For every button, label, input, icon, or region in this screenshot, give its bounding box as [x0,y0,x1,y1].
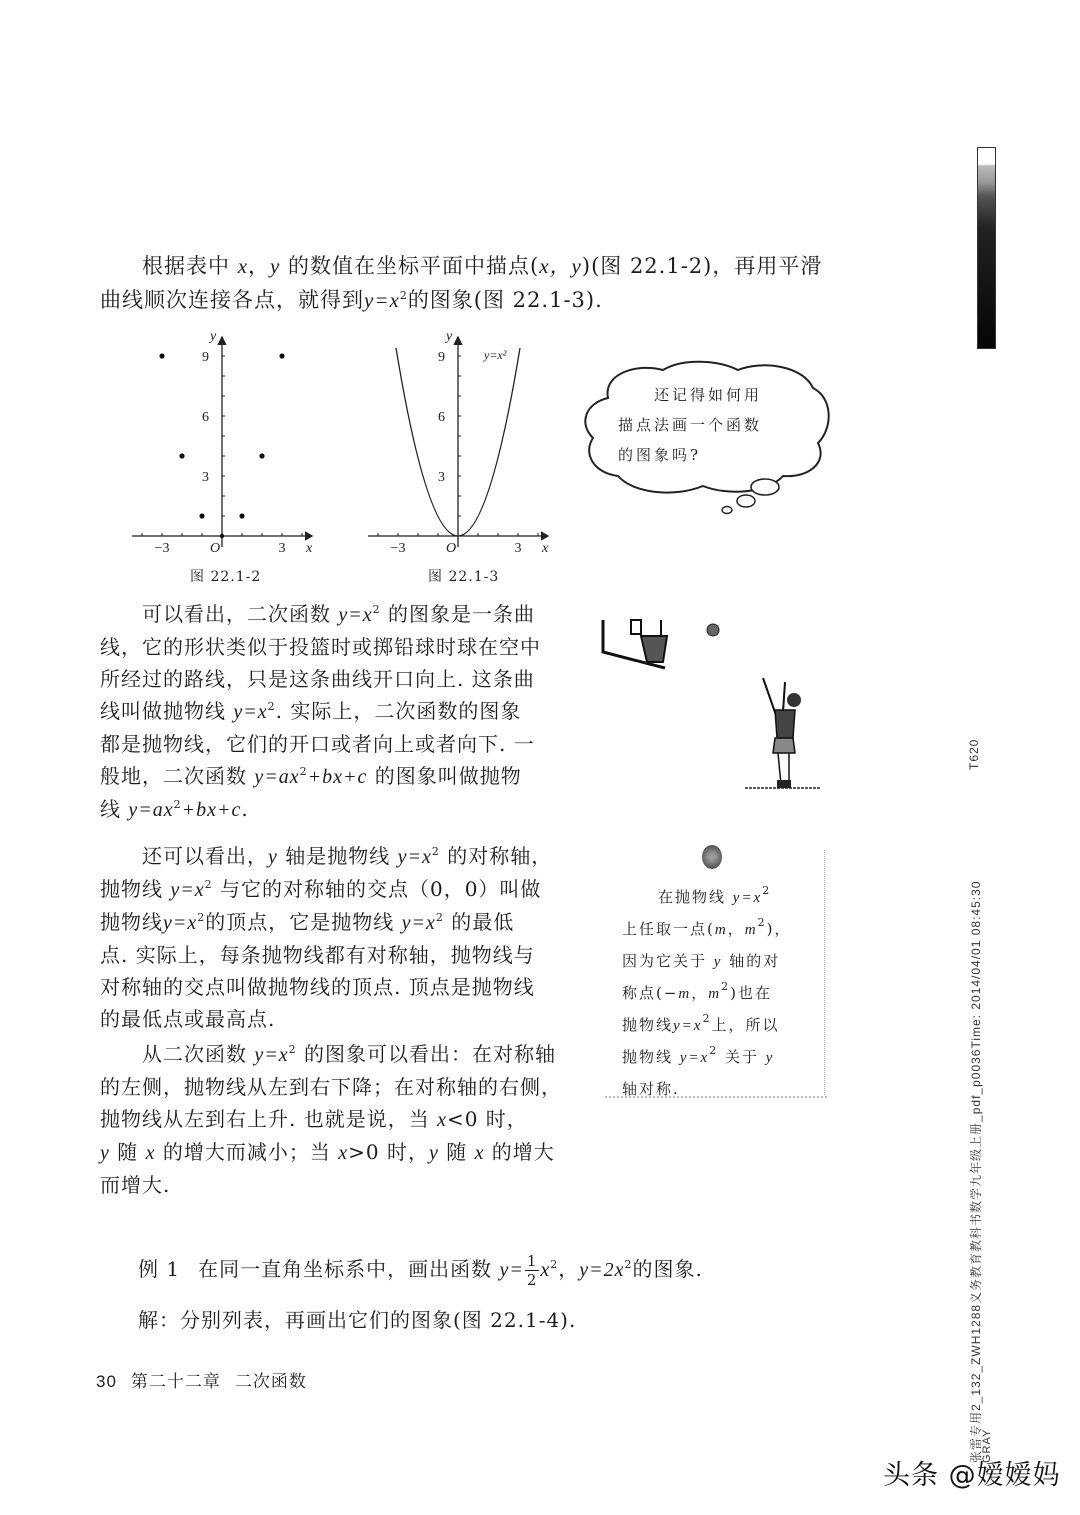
text-span: 抛物线 [100,877,171,901]
thought-bubble-text [618,380,762,470]
text-span: 2 [197,911,206,924]
y-tick-9: 9 [202,350,209,365]
text-span: ， [727,920,745,938]
side-note-icon [702,845,722,869]
text-span: 2 [299,765,308,778]
text-span: 抛物线 [622,1016,674,1034]
svg-text:y: y [446,329,453,344]
text-span: y [765,1050,775,1066]
text-span: y=x [364,288,400,312]
text-span: 上任取一点( [622,920,715,938]
text-span: 抛物线 [100,910,163,934]
text-span: 点. 实际上，每条抛物线都有对称轴，抛物线与 [100,943,535,967]
text-span: 2 [721,980,731,993]
svg-text:3: 3 [514,541,522,556]
text-span: 还记得如何用 [654,386,763,404]
text-span: 称点(− [622,984,679,1002]
text-span: 2 [173,798,182,811]
text-span: m [678,986,692,1002]
figure-parabola-plot [356,325,576,560]
text-span: 抛物线 [622,1048,680,1066]
text-span: 2 [762,884,772,897]
text-span: 2 [702,1012,712,1025]
text-span: y=x [679,1050,710,1066]
text-span: 可以看出，二次函数 [142,602,339,626]
text-span: 都是抛物线，它们的开口或者向上或者向下. 一 [100,732,535,756]
text-span: 的图象吗? [618,446,702,464]
text-span: 的图象可以看出：在对称轴 [296,1042,556,1066]
text-span: +bx+c [181,799,242,821]
text-span: 的左侧，抛物线从左到右下降；在对称轴的右侧， [100,1075,562,1099]
text-span: 轴是抛物线 [277,844,398,868]
paragraph-symmetry-axis [100,840,570,1035]
y-tick-6: 6 [202,410,209,425]
text-span: x [474,1142,485,1164]
x-tick-neg3: −3 [154,541,170,556]
text-span: . 实际上，二次函数的图象 [275,699,522,723]
side-note-text [622,882,791,1105]
paragraph-monotonicity [100,1038,570,1201]
text-span: 2 [204,878,213,891]
text-span: )也在 [730,984,772,1002]
section-title: 二次函数 [234,1372,307,1391]
fraction-one-half [525,1252,540,1289]
text-span: <0 时， [446,1107,528,1131]
text-span: y=x [397,846,432,868]
text-span: 2 [267,700,276,713]
example-solution [138,1304,576,1336]
text-span: 的最低点或最高点. [100,1007,276,1031]
paragraph-parabola-definition [100,598,570,826]
text-span: x [540,1259,551,1281]
text-span: 轴的对 [722,952,781,970]
page-number: 30 [96,1372,117,1391]
text-span: . [241,797,249,821]
text-span: )(图 22.1-2)，再用平滑 [581,254,823,278]
text-span: 解：分别列表，再画出它们的图象(图 22.1-4). [138,1308,577,1332]
text-span: 2 [431,845,440,858]
text-span: 根据表中 [142,254,230,278]
origin-label: O [210,541,221,556]
curve-label: y=x² [484,348,507,362]
text-span: 2 [526,1271,538,1289]
text-span: 2 [435,911,444,924]
text-span: 2 [757,916,767,929]
text-span: 还可以看出， [142,844,268,868]
text-span: 随 [109,1140,146,1164]
text-span: 上，所以 [711,1016,780,1034]
svg-text:3: 3 [438,470,445,485]
text-span: y=x [254,1044,289,1066]
text-span: x [237,254,249,278]
text-span: 曲线顺次连接各点，就得到 [100,288,364,312]
text-span: y=x [233,701,268,723]
text-span: m [714,922,728,938]
text-span: x [145,1142,156,1164]
text-span: 的对称轴， [439,844,553,868]
text-span: y [270,254,281,278]
intro-paragraph [142,250,822,282]
text-span: y=x [732,890,763,906]
text-span: y=x [673,1018,703,1034]
text-span: 从二次函数 [142,1042,255,1066]
text-span: 的顶点，它是抛物线 [205,910,402,934]
text-span: x，y [539,254,582,278]
page-footer [96,1367,307,1392]
margin-gray-label: GRAY [981,1428,993,1463]
text-span: 1 [526,1252,538,1270]
text-span: 所经过的路线，只是这条曲线开口向上. 这条曲 [100,667,535,691]
text-span: x [338,1142,349,1164]
svg-text:9: 9 [438,350,445,365]
text-span: 随 [438,1140,475,1164]
text-span: 在同一直角坐标系中，画出函数 [198,1257,500,1281]
text-span: m [708,986,722,1002]
text-span: 对称轴的交点叫做抛物线的顶点. 顶点是抛物线 [100,975,535,999]
y-axis-label: y [210,329,217,344]
svg-text:6: 6 [438,410,445,425]
text-span: >0 时， [348,1140,429,1164]
grayscale-calibration-bar [977,147,996,349]
text-span: 2 [399,289,408,302]
figure-caption-2: 图 22.1-3 [428,569,500,585]
text-span: 的图象叫做抛物 [367,764,522,788]
text-span: 的数值在坐标平面中描点( [288,254,540,278]
side-note-border-right [824,850,825,1095]
text-span: y=x [338,604,373,626]
text-span: y=x [163,912,198,934]
text-span: 而增大. [100,1173,171,1197]
text-span: 的图象. [632,1257,703,1281]
text-span: +bx+c [307,766,368,788]
text-span: y=ax [254,766,300,788]
text-span: 的图象是一条曲 [380,602,535,626]
text-span: 的图象(图 22.1-3). [407,288,603,312]
intro-paragraph-line2 [100,284,603,316]
text-span: y [268,846,278,868]
figure-caption-1: 图 22.1-2 [190,569,262,585]
text-span: y=x [401,912,436,934]
text-span: 2 [550,1258,559,1271]
margin-timestamp: 张雷专用2_132_ZWH1288义务教育教科书数学九年级上册_pdf_p0036Time: 2014/04/01 08:45:30 [969,880,983,1463]
text-span: 的最低 [443,910,515,934]
text-span: y [428,1142,439,1164]
chapter-title: 第二十二章 [130,1372,221,1391]
text-span: 与它的对称轴的交点（0，0）叫做 [212,877,542,901]
text-span: y= [499,1259,524,1281]
text-span: y=x [170,879,205,901]
text-span: y [100,1142,110,1164]
figure-scatter-plot [120,325,340,560]
text-span: y [713,954,723,970]
text-span: 线 [100,797,129,821]
text-span: x [437,1109,447,1131]
text-span: )， [766,920,792,938]
text-span: 的增大 [484,1140,555,1164]
text-span: y=2x [579,1259,625,1281]
watermark: 头条 @嫒嫒妈 [883,1460,1061,1491]
text-span: 2 [288,1043,297,1056]
text-span: m [744,922,758,938]
margin-code: T620 [967,738,981,770]
example-label: 例 1 [138,1257,181,1281]
svg-text:−3: −3 [390,541,406,556]
text-span: 描点法画一个函数 [618,416,763,434]
text-span: ， [558,1257,580,1281]
text-span: 抛物线从左到右上升. 也就是说，当 [100,1107,438,1131]
text-span: 线叫做抛物线 [100,699,234,723]
text-span: 因为它关于 [622,952,714,970]
text-span: 的增大而减小；当 [155,1140,339,1164]
text-span: y=ax [128,799,174,821]
text-span: 线，它的形状类似于投篮时或掷铅球时球在空中 [100,635,541,659]
y-tick-3: 3 [202,470,209,485]
text-span: 轴对称. [622,1080,680,1098]
x-tick-3: 3 [278,541,286,556]
text-span: ， [691,984,709,1002]
text-span: 在抛物线 [658,888,733,906]
example-1 [138,1252,703,1289]
text-span: 2 [624,1258,633,1271]
text-span: 2 [709,1044,719,1057]
text-span: 2 [372,603,381,616]
text-span: ， [248,254,271,278]
svg-text:O: O [446,541,457,556]
basketball-illustration [595,610,835,795]
x-axis-label: x [306,541,313,556]
text-span: 关于 [718,1048,766,1066]
svg-text:x: x [542,541,549,556]
text-span: 般地，二次函数 [100,764,255,788]
